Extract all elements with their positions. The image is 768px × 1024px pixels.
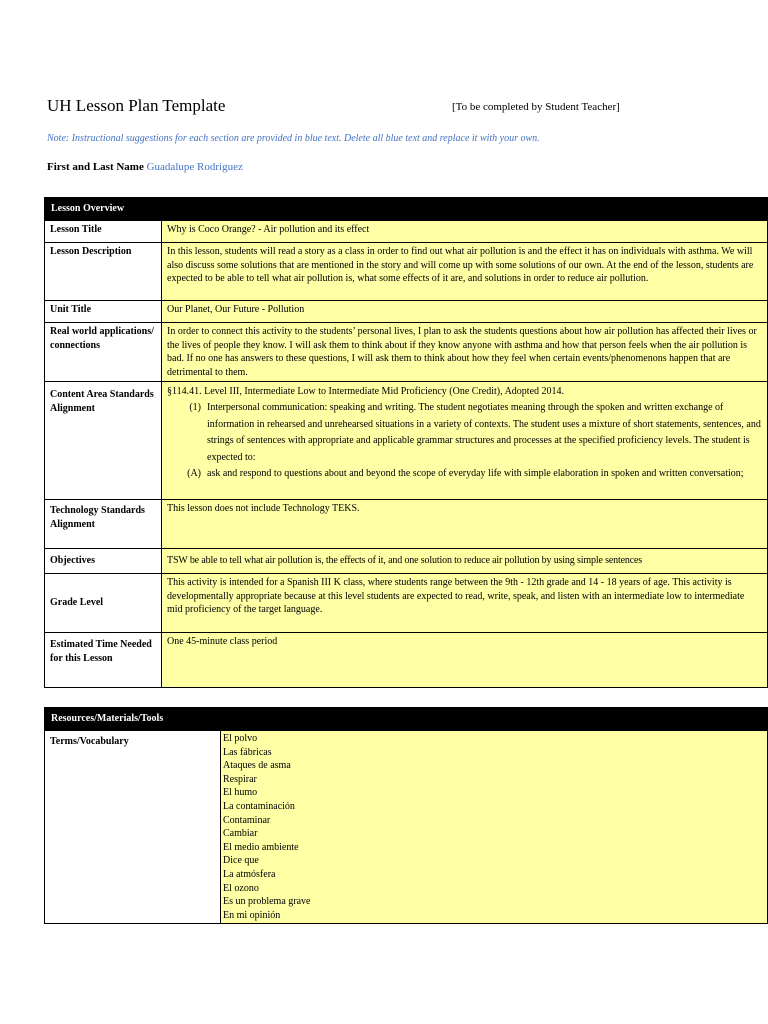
completed-by-note: [To be completed by Student Teacher]: [452, 101, 620, 113]
technology-standards-label: Technology Standards Alignment: [45, 500, 162, 549]
standards-item-1-number: (1): [189, 402, 201, 413]
vocab-item: El ozono: [223, 882, 259, 894]
grade-level-label: Grade Level: [45, 574, 162, 633]
vocab-item: Contaminar: [223, 814, 271, 826]
estimated-time-label: Estimated Time Needed for this Lesson: [45, 633, 162, 688]
technology-standards-value: This lesson does not include Technology TEKS.: [162, 500, 768, 549]
standards-heading: §114.41. Level III, Intermediate Low to Intermediate Mid Proficiency (One Credit), Adopted 2014.: [167, 386, 565, 397]
vocab-list: [223, 732, 765, 922]
standards-item-2-number: (A): [187, 468, 201, 479]
vocab-item: Dice que: [223, 855, 259, 867]
vocab-item: La contaminación: [223, 800, 295, 812]
vocab-item: Ataques de asma: [223, 760, 291, 772]
content-standards-value: [162, 382, 768, 500]
vocab-item: El humo: [223, 787, 258, 799]
estimated-time-value: One 45-minute class period: [162, 633, 768, 688]
terms-vocabulary-value: [221, 731, 768, 924]
page-title: UH Lesson Plan Template: [47, 96, 226, 115]
lesson-description-label: Lesson Description: [45, 243, 162, 301]
real-world-value: In order to connect this activity to the students’ personal lives, I plan to ask the students questions about how air pollution has affected their lives or the lives of people they know. I will ask them to think about if they know anyone with asthma and how that person feels when the air pollution is bad. If no one has answers to these questions, I will ask them to think about how they feel when certain events/phenomenons happen that are detrimental to them.: [162, 323, 768, 382]
lesson-overview-table: [44, 197, 768, 688]
name-value: Guadalupe Rodriguez: [146, 161, 243, 173]
vocab-item: Cambiar: [223, 828, 258, 840]
objectives-value: TSW be able to tell what air pollution is, the effects of it, and one solution to reduce air pollution by using simple sentences: [162, 549, 768, 574]
vocab-item: Es un problema grave: [223, 896, 311, 908]
lesson-description-value: In this lesson, students will read a story as a class in order to find out what air pollution is and the effect it has on individuals with asthma. We will also discuss some solutions that are mentioned in the story and will come up with some solutions of our own. At the end of the lesson, students are expected to be able to tell what air pollution is, what some effects of it are, and solutions in order to reduce air pollution.: [162, 243, 768, 301]
grade-level-value: This activity is intended for a Spanish III K class, where students range between the 9th - 12th grade and 14 - 18 years of age. This activity is developmentally appropriate because at this level students are expected to read, write, speak, and listen with an intermediate low to intermediate mid proficiency of the target language.: [162, 574, 768, 633]
lesson-overview-header: Lesson Overview: [45, 198, 768, 221]
lesson-title-value: Why is Coco Orange? - Air pollution and its effect: [162, 221, 768, 243]
vocab-item: En mi opinión: [223, 909, 281, 921]
objectives-label: Objectives: [45, 549, 162, 574]
vocab-item: Respirar: [223, 773, 257, 785]
resources-table: [44, 707, 768, 924]
vocab-item: El medio ambiente: [223, 841, 299, 853]
vocab-item: El polvo: [223, 733, 258, 744]
content-standards-label: Content Area Standards Alignment: [45, 382, 162, 500]
name-line: [47, 161, 243, 173]
name-label: First and Last Name: [47, 161, 144, 173]
real-world-label: Real world applications/ connections: [45, 323, 162, 382]
vocab-item: Las fábricas: [223, 746, 272, 758]
standards-item-1-text: Interpersonal communication: speaking and writing. The student negotiates meaning through the spoken and written exchange of information in rehearsed and unrehearsed situations in a variety of contexts. The student uses a mixture of short statements, sentences, and strings of sentences with appropriate and applicable grammar structures and processes at the specified proficiency levels. The student is expected to:: [207, 402, 761, 463]
vocab-item: La atmósfera: [223, 868, 276, 880]
unit-title-label: Unit Title: [45, 301, 162, 323]
standards-item-1: [167, 400, 762, 466]
standards-item-2: [167, 466, 762, 483]
lesson-title-label: Lesson Title: [45, 221, 162, 243]
resources-header: Resources/Materials/Tools: [45, 708, 768, 731]
standards-item-2-text: ask and respond to questions about and beyond the scope of everyday life with simple elaboration in spoken and written conversation;: [207, 468, 744, 479]
terms-vocabulary-label: Terms/Vocabulary: [45, 731, 221, 924]
unit-title-value: Our Planet, Our Future - Pollution: [162, 301, 768, 323]
instruction-note: Note: Instructional suggestions for each section are provided in blue text. Delete all blue text and replace it with your own.: [47, 133, 540, 144]
